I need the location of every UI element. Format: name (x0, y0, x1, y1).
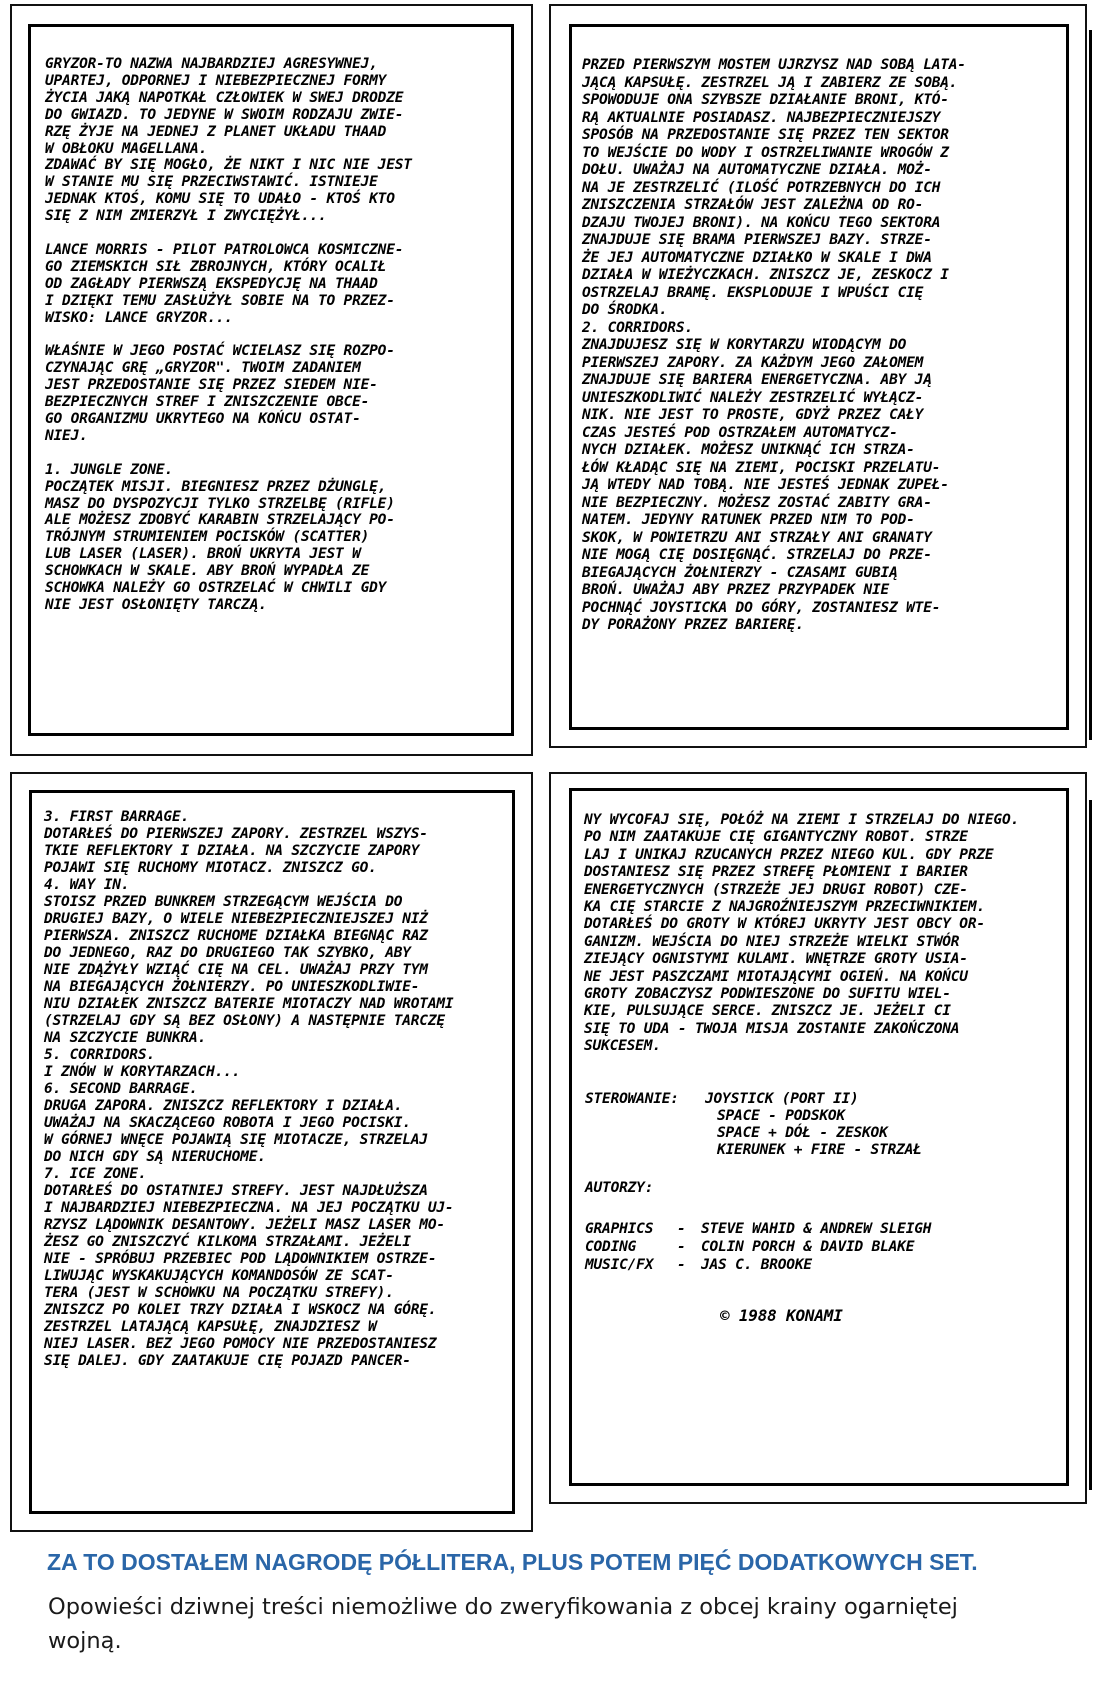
text-line: LANCE MORRIS - PILOT PATROLOWCA KOSMICZNE- (45, 241, 404, 258)
text-line: SIĘ Z NIM ZMIERZYŁ I ZWYCIĘŻYŁ... (45, 208, 327, 225)
credit-role: MUSIC/FX (585, 1257, 654, 1273)
text-line: STOISZ PRZED BUNKREM STRZEGĄCYM WEJŚCIA DO (44, 894, 403, 910)
text-line (45, 225, 412, 242)
text-line: RZĘ ŻYJE NA JEDNEJ Z PLANET UKŁADU THAAD (45, 123, 387, 140)
text-line: UPARTEJ, ODPORNEJ I NIEBEZPIECZNEJ FORMY (45, 72, 387, 89)
text-line: ZNAJDUJESZ SIĘ W KORYTARZU WIODĄCYM DO (582, 337, 907, 353)
text-line: ŻE JEJ AUTOMATYCZNE DZIAŁKO W SKALE I DWA (582, 249, 932, 266)
text-line: GANIZM. WEJŚCIA DO NIEJ STRZEŻE WIELKI STWÓR (584, 933, 960, 950)
adjacent-page-edge-bottom (1089, 800, 1092, 1490)
text-line: GO ZIEMSKICH SIŁ ZBROJNYCH, KTÓRY OCALIŁ (45, 258, 387, 275)
text-line: LIWUJĄC WYSKAKUJĄCYCH KOMANDOSÓW ZE SCAT- (44, 1268, 394, 1284)
text-line: SPOSÓB NA PRZEDOSTANIE SIĘ PRZEZ TEN SEKTOR (582, 127, 949, 143)
text-line: SCHOWKACH W SKALE. ABY BROŃ WYPADŁA ZE (45, 563, 370, 580)
control-item: SPACE + DÓŁ - ZESKOK (717, 1125, 888, 1141)
control-item: KIERUNEK + FIRE - STRZAŁ (717, 1142, 922, 1158)
text-line: DRUGA ZAPORA. ZNISZCZ REFLEKTORY I DZIAŁA. (44, 1098, 403, 1114)
text-line: DO NICH GDY SĄ NIERUCHOME. (44, 1149, 266, 1165)
text-line: TRÓJNYM STRUMIENIEM POCISKÓW (SCATTER) (45, 529, 370, 546)
text-line: UWAŻAJ NA SKACZĄCEGO ROBOTA I JEGO POCISKI. (44, 1115, 411, 1131)
text-line: WŁAŚNIE W JEGO POSTAĆ WCIELASZ SIĘ ROZPO- (45, 343, 395, 360)
text-line: POCZĄTEK MISJI. BIEGNIESZ PRZEZ DŻUNGLĘ, (45, 478, 387, 495)
text-line: LUB LASER (LASER). BROŃ UKRYTA JEST W (45, 546, 361, 563)
authors-label: AUTORZY: (585, 1180, 654, 1196)
text-line: PIERWSZA. ZNISZCZ RUCHOME DZIAŁKA BIEGNĄC RAZ (44, 928, 428, 944)
text-line: ŁÓW KŁADĄC SIĘ NA ZIEMI, POCISKI PRZELATU- (582, 459, 941, 476)
text-line: TO WEJŚCIE DO WODY I OSTRZELIWANIE WROGÓW Z (582, 144, 949, 161)
text-line: SKOK, W POWIETRZU ANI STRZAŁY ANI GRANATY (582, 529, 932, 546)
text-line: RZYSZ LĄDOWNIK DESANTOWY. JEŻELI MASZ LASER MO- (44, 1217, 445, 1233)
text-line: ZDAWAĆ BY SIĘ MOGŁO, ŻE NIKT I NIC NIE JEST (45, 157, 412, 174)
text-line: KIE, PULSUJĄCE SERCE. ZNISZCZ JE. JEŻELI CI (584, 1003, 951, 1020)
text-line: NIE - SPRÓBUJ PRZEBIEC POD LĄDOWNIKIEM OSTRZE- (44, 1251, 437, 1267)
text-line: NIU DZIAŁEK ZNISZCZ BATERIE MIOTACZY NAD WROTAMI (44, 996, 454, 1012)
text-line: NIE MOGĄ CIĘ DOSIĘGNĄĆ. STRZELAJ DO PRZE- (582, 547, 932, 563)
credits-list (585, 1220, 931, 1274)
text-line: GO ORGANIZMU UKRYTEGO NA KOŃCU OSTAT- (45, 411, 361, 428)
credit-separator: - (677, 1221, 686, 1237)
text-line: CZYNAJĄC GRĘ „GRYZOR". TWOIM ZADANIEM (45, 360, 361, 377)
text-line: PO NIM ZAATAKUJE CIĘ GIGANTYCZNY ROBOT. STRZE (584, 829, 968, 846)
credit-row (585, 1256, 931, 1274)
text-line: I DZIĘKI TEMU ZASŁUŻYŁ SOBIE NA TO PRZEZ- (45, 292, 395, 309)
credit-separator: - (677, 1257, 686, 1273)
text-line: SCHOWKA NALEŻY GO OSTRZELAĆ W CHWILI GDY (45, 580, 387, 597)
page-4-text (584, 812, 1019, 1056)
text-line: DOTARŁEŚ DO OSTATNIEJ STREFY. JEST NAJDŁUŻSZA (44, 1183, 428, 1199)
text-line: DZAJU TWOJEJ BRONI). NA KOŃCU TEGO SEKTORA (582, 214, 941, 231)
text-line (45, 445, 412, 462)
text-line: SPOWODUJE ONA SZYBSZE DZIAŁANIE BRONI, KTÓ- (582, 92, 949, 108)
text-line: MASZ DO DYSPOZYCJI TYLKO STRZELBĘ (RIFLE) (45, 495, 395, 512)
text-line: ZNAJDUJE SIĘ BRAMA PIERWSZEJ BAZY. STRZE- (582, 232, 932, 248)
text-line: RĄ AKTUALNIE POSIADASZ. NAJBEZPIECZNIEJSZY (582, 109, 941, 126)
text-line: ZESTRZEL LATAJĄCĄ KAPSUŁĘ, ZNAJDZIESZ W (44, 1319, 377, 1335)
text-line: TKIE REFLEKTORY I DZIAŁA. NA SZCZYCIE ZAPORY (44, 843, 420, 859)
text-line: NIE JEST OSŁONIĘTY TARCZĄ. (45, 597, 267, 613)
text-line: I ZNÓW W KORYTARZACH... (44, 1064, 241, 1080)
text-line: ALE MOŻESZ ZDOBYĆ KARABIN STRZELAJĄCY PO- (45, 512, 395, 529)
text-line: LAJ I UNIKAJ RZUCANYCH PRZEZ NIEGO KUL. GDY PRZE (584, 846, 994, 863)
page-2-text (582, 57, 966, 635)
text-line: ZNISZCZENIA STRZAŁÓW JEST ZALEŻNA OD RO- (582, 197, 924, 213)
text-line: UNIESZKODLIWIĆ NALEŻY ZESTRZELIĆ WYŁĄCZ- (582, 389, 924, 406)
text-line: ŻESZ GO ZNISZCZYĆ KILKOMA STRZAŁAMI. JEŻELI (44, 1234, 411, 1250)
text-line: NIEJ LASER. BEZ JEGO POMOCY NIE PRZEDOSTANIESZ (44, 1336, 437, 1352)
text-line: PIERWSZEJ ZAPORY. ZA KAŻDYM JEGO ZAŁOMEM (582, 354, 924, 371)
text-line: 7. ICE ZONE. (44, 1166, 147, 1182)
text-line: W GÓRNEJ WNĘCE POJAWIĄ SIĘ MIOTACZE, STRZELAJ (44, 1132, 428, 1148)
text-line: NATEM. JEDYNY RATUNEK PRZED NIM TO POD- (582, 512, 915, 528)
text-line: ZIEJĄCY OGNISTYMI KULAMI. WNĘTRZE GROTY USIA- (584, 951, 968, 968)
text-line: 3. FIRST BARRAGE. (44, 809, 190, 825)
copyright-notice: © 1988 KONAMI (720, 1306, 843, 1325)
text-line: CZAS JESTEŚ POD OSTRZAŁEM AUTOMATYCZ- (582, 424, 898, 441)
text-line: DOŁU. UWAŻAJ NA AUTOMATYCZNE DZIAŁA. MOŻ- (582, 162, 932, 178)
text-line: NIE ZDĄŻYŁY WZIĄĆ CIĘ NA CEL. UWAŻAJ PRZY TYM (44, 962, 428, 978)
credit-names: STEVE WAHID & ANDREW SLEIGH (701, 1221, 932, 1237)
text-line: TERA (JEST W SCHOWKU NA POCZĄTKU STREFY). (44, 1285, 394, 1301)
credit-names: JAS C. BROOKE (701, 1257, 812, 1273)
text-line: NA JE ZESTRZELIĆ (ILOŚĆ POTRZEBNYCH DO ICH (582, 179, 941, 196)
text-line: 1. JUNGLE ZONE. (45, 461, 173, 478)
credit-separator: - (677, 1239, 686, 1255)
text-line: GRYZOR-TO NAZWA NAJBARDZIEJ AGRESYWNEJ, (45, 56, 378, 72)
text-line: ZNAJDUJE SIĘ BARIERA ENERGETYCZNA. ABY JĄ (582, 372, 932, 388)
text-line: KA CIĘ STARCIE Z NAJGROŹNIEJSZYM PRZECIWNIKIEM. (584, 899, 985, 916)
text-line: NIEJ. (45, 427, 88, 444)
text-line: DOTARŁEŚ DO GROTY W KTÓREJ UKRYTY JEST OBCY OR- (584, 916, 985, 933)
text-line: ENERGETYCZNYCH (STRZEŻE JEJ DRUGI ROBOT) CZE- (584, 881, 968, 898)
text-line: BIEGAJĄCYCH ŻOŁNIERZY - CZASAMI GUBIĄ (582, 564, 898, 581)
text-line: DO ŚRODKA. (582, 302, 668, 318)
text-line: DOTARŁEŚ DO PIERWSZEJ ZAPORY. ZESTRZEL WSZYS- (44, 826, 428, 842)
text-line: JEST PRZEDOSTANIE SIĘ PRZEZ SIEDEM NIE- (45, 377, 378, 394)
credit-role: GRAPHICS (585, 1221, 654, 1237)
text-line: PRZED PIERWSZYM MOSTEM UJRZYSZ NAD SOBĄ LATA- (582, 57, 966, 73)
text-line: ZNISZCZ PO KOLEI TRZY DZIAŁA I WSKOCZ NA GÓRĘ. (44, 1302, 437, 1318)
text-line: NY WYCOFAJ SIĘ, POŁÓŻ NA ZIEMI I STRZELAJ DO NIEGO. (584, 812, 1020, 828)
text-line: NIK. NIE JEST TO PROSTE, GDYŻ PRZEZ CAŁY (582, 407, 924, 423)
text-line: POJAWI SIĘ RUCHOMY MIOTACZ. ZNISZCZ GO. (44, 860, 377, 876)
page-3-text (44, 809, 453, 1370)
text-line: JĄ WTEDY NAD TOBĄ. NIE JESTEŚ JEDNAK ZUPEŁ- (582, 477, 949, 493)
text-line: DZIAŁA W WIEŻYCZKACH. ZNISZCZ JE, ZESKOCZ I (582, 267, 949, 283)
text-line: DY PORAŻONY PRZEZ BARIERĘ. (582, 617, 804, 633)
text-line: JĄCĄ KAPSUŁĘ. ZESTRZEL JĄ I ZABIERZ ZE SOBĄ. (582, 74, 958, 91)
adjacent-page-edge-top (1089, 30, 1092, 740)
control-item: JOYSTICK (PORT II) (705, 1091, 859, 1107)
text-line: NA SZCZYCIE BUNKRA. (44, 1030, 207, 1046)
page-1-text (45, 56, 412, 614)
controls-label: STEROWANIE: (585, 1091, 679, 1107)
text-line: ŻYCIA JAKĄ NAPOTKAŁ CZŁOWIEK W SWEJ DRODZE (45, 89, 404, 106)
text-line: SIĘ DALEJ. GDY ZAATAKUJE CIĘ POJAZD PANCER- (44, 1353, 411, 1369)
credit-row (585, 1238, 931, 1256)
text-line: BEZPIECZNYCH STREF I ZNISZCZENIE OBCE- (45, 394, 370, 411)
text-line: DRUGIEJ BAZY, O WIELE NIEBEZPIECZNIEJSZEJ NIŻ (44, 911, 428, 927)
credit-role: CODING (585, 1239, 637, 1255)
text-line: 2. CORRIDORS. (582, 319, 693, 336)
caption-body: Opowieści dziwnej treści niemożliwe do zweryfikowania z obcej krainy ogarniętej wojną. (48, 1594, 958, 1654)
text-line: DO GWIAZD. TO JEDYNE W SWOIM RODZAJU ZWIE- (45, 106, 404, 123)
text-line: (STRZELAJ GDY SĄ BEZ OSŁONY) A NASTĘPNIE TARCZĘ (44, 1013, 445, 1029)
text-line: DOSTANIESZ SIĘ PRZEZ STREFĘ PŁOMIENI I BARIER (584, 864, 968, 881)
text-line: JEDNAK KTOŚ, KOMU SIĘ TO UDAŁO - KTOŚ KTO (45, 191, 395, 208)
text-line: W OBŁOKU MAGELLANA. (45, 140, 208, 157)
text-line: W STANIE MU SIĘ PRZECIWSTAWIĆ. ISTNIEJE (45, 174, 378, 191)
text-line: GROTY ZOBACZYSZ PODWIESZONE DO SUFITU WIEL- (584, 986, 951, 1003)
control-item: SPACE - PODSKOK (717, 1108, 845, 1124)
text-line: SUKCESEM. (584, 1038, 661, 1055)
text-line: WISKO: LANCE GRYZOR... (45, 309, 233, 326)
text-line: NYCH DZIAŁEK. MOŻESZ UNIKNĄĆ ICH STRZA- (582, 442, 915, 458)
caption-title: ZA TO DOSTAŁEM NAGRODĘ PÓŁLITERA, PLUS POTEM PIĘĆ DODATKOWYCH SET. (47, 1549, 978, 1575)
text-line: NE JEST PASZCZAMI MIOTAJĄCYMI OGIEŃ. NA KOŃCU (584, 968, 968, 985)
text-line: 6. SECOND BARRAGE. (44, 1081, 198, 1097)
text-line: 5. CORRIDORS. (44, 1047, 155, 1063)
text-line: NIE BEZPIECZNY. MOŻESZ ZOSTAĆ ZABITY GRA- (582, 494, 932, 511)
text-line: I NAJBARDZIEJ NIEBEZPIECZNA. NA JEJ POCZĄTKU UJ- (44, 1200, 454, 1216)
credit-names: COLIN PORCH & DAVID BLAKE (701, 1239, 915, 1255)
text-line (45, 327, 412, 344)
text-line: SIĘ TO UDA - TWOJA MISJA ZOSTANIE ZAKOŃCZONA (584, 1020, 960, 1037)
controls-list (705, 1091, 922, 1159)
text-line: 4. WAY IN. (44, 877, 130, 893)
text-line: OD ZAGŁADY PIERWSZĄ EKSPEDYCJĘ NA THAAD (45, 275, 378, 292)
text-line: NA BIEGAJĄCYCH ŻOŁNIERZY. PO UNIESZKODLIWIE- (44, 979, 420, 995)
text-line: POCHNĄĆ JOYSTICKA DO GÓRY, ZOSTANIESZ WTE- (582, 599, 941, 616)
text-line: OSTRZELAJ BRAMĘ. EKSPLODUJE I WPUŚCI CIĘ (582, 284, 924, 301)
text-line: BROŃ. UWAŻAJ ABY PRZEZ PRZYPADEK NIE (582, 582, 890, 598)
credit-row (585, 1220, 931, 1238)
text-line: DO JEDNEGO, RAZ DO DRUGIEGO TAK SZYBKO, ABY (44, 945, 411, 961)
